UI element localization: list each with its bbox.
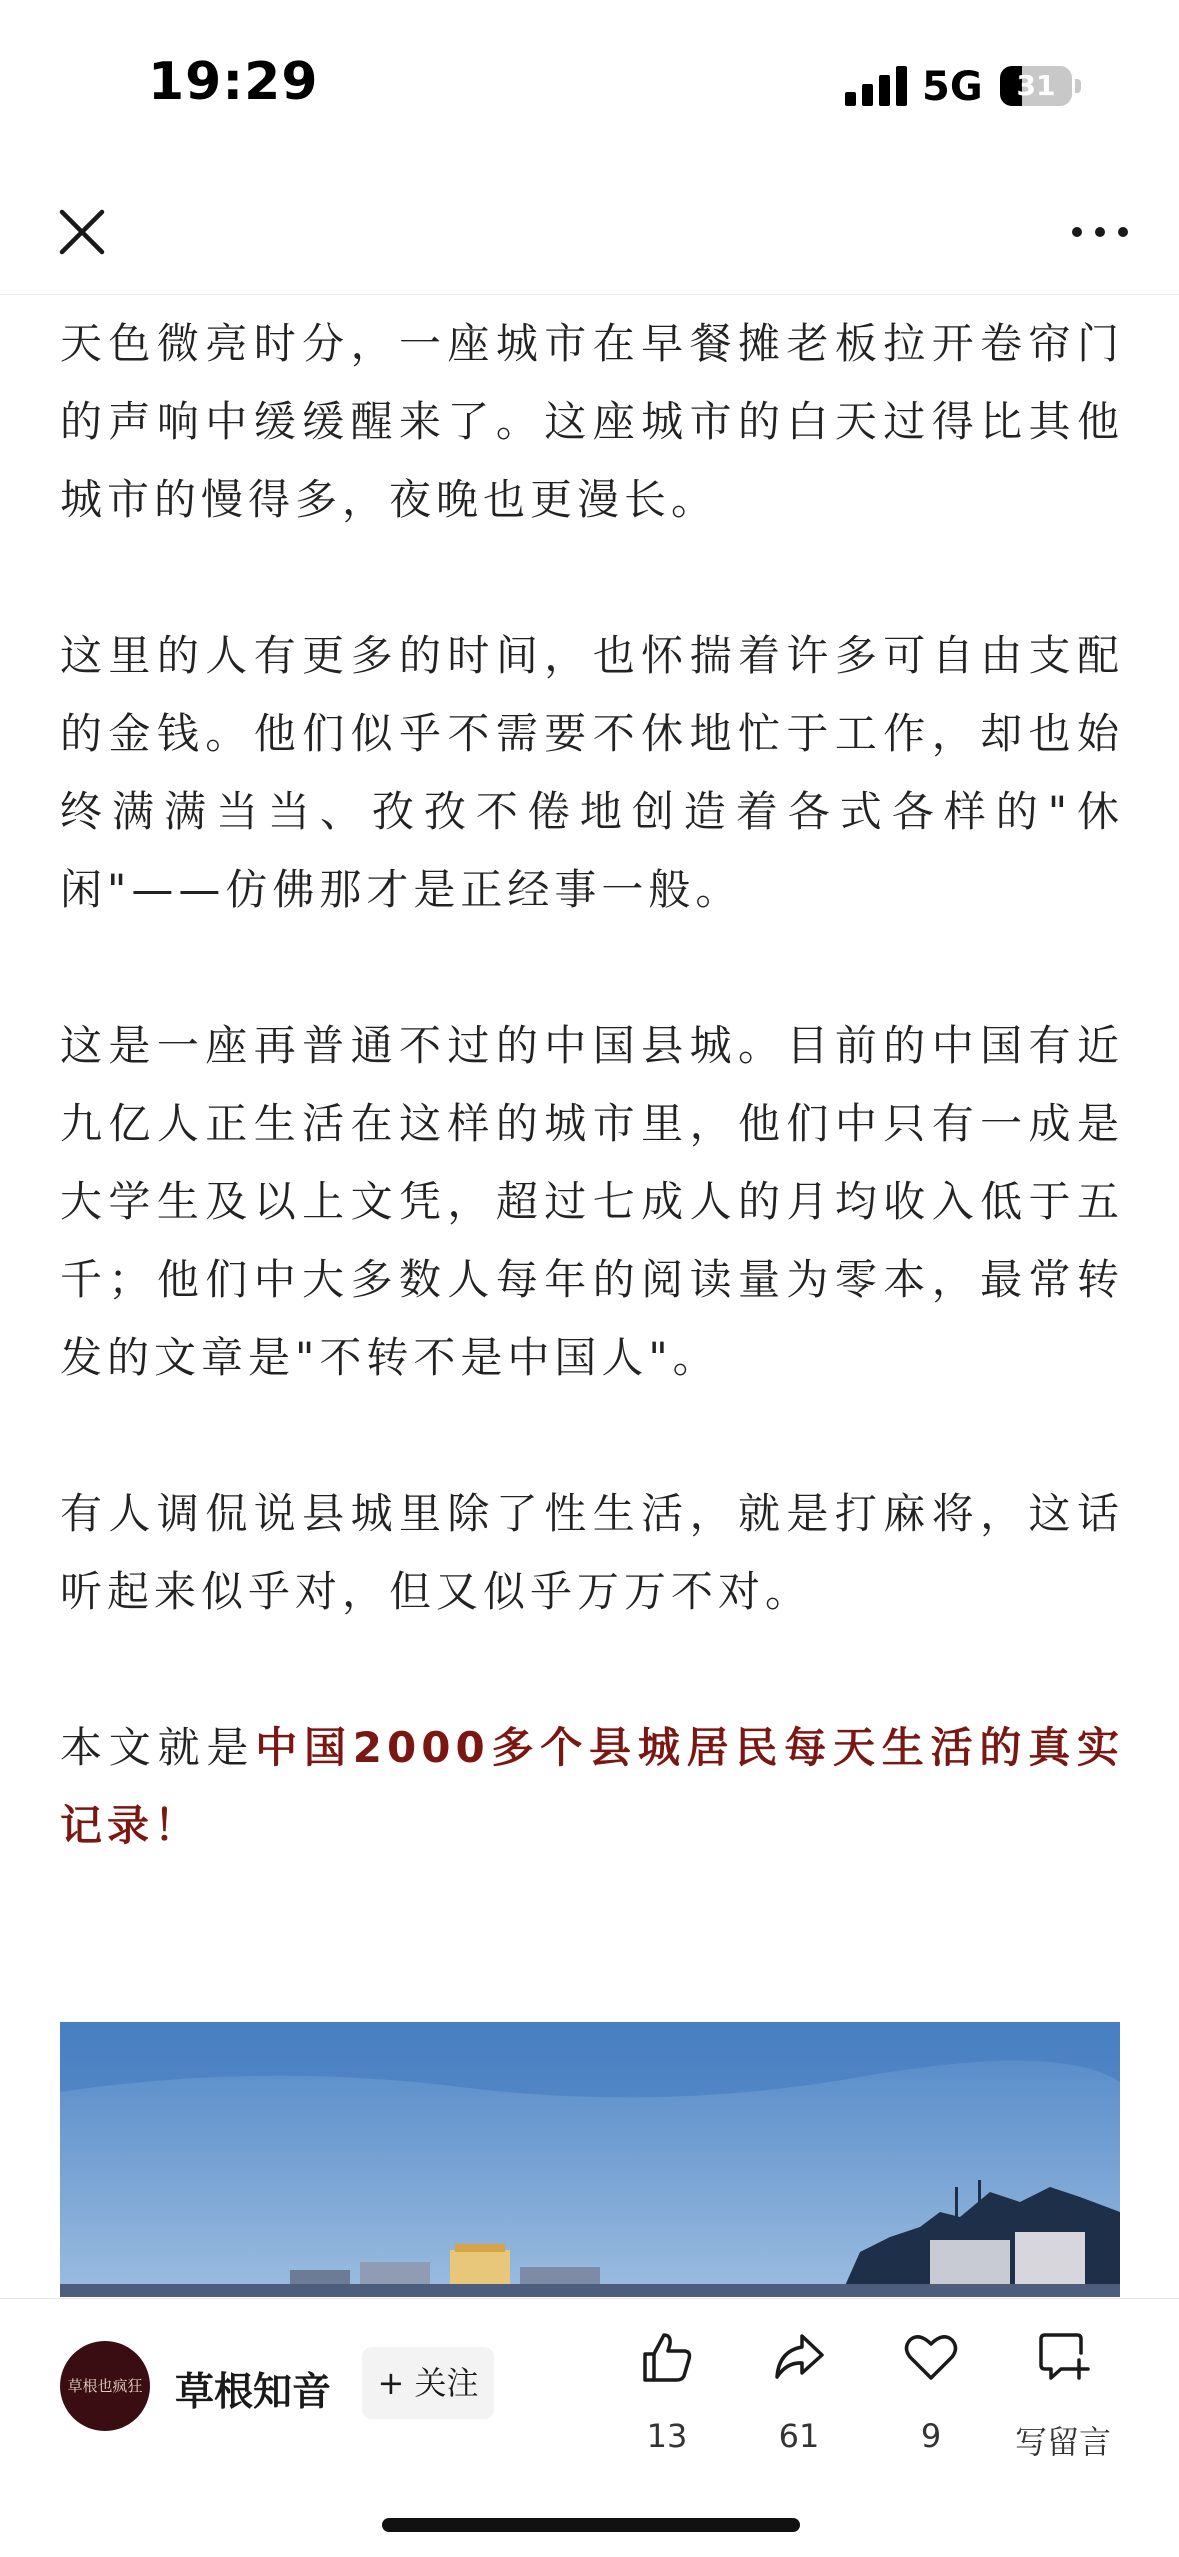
- article-paragraph: 这里的人有更多的时间，也怀揣着许多可自由支配的金钱。他们似乎不需要不休地忙于工作，却也始终满满当当、孜孜不倦地创造着各式各样的"休闲"——仿佛那才是正经事一般。: [60, 631, 1124, 914]
- comment-button[interactable]: [1003, 2327, 1123, 2467]
- article-paragraph: 这是一座再普通不过的中国县城。目前的中国有近九亿人正生活在这样的城市里，他们中只有一成是大学生及以上文凭，超过七成人的月均收入低于五千；他们中大多数人每年的阅读量为零本，最常转发的文章是"不转不是中国人"。: [60, 1021, 1124, 1382]
- nav-bar: [0, 170, 1179, 295]
- city-skyline-photo[interactable]: [60, 2022, 1120, 2297]
- article-paragraph-final: [60, 1709, 1124, 1865]
- favorite-count: 9: [920, 2417, 942, 2455]
- status-bar: [0, 0, 1179, 170]
- close-icon: [48, 198, 116, 266]
- more-button[interactable]: [1060, 198, 1140, 266]
- status-time: 19:29: [148, 52, 319, 112]
- thumbs-up-icon: [637, 2327, 697, 2387]
- share-arrow-icon: [769, 2327, 829, 2387]
- battery-icon: [1000, 66, 1074, 106]
- share-button[interactable]: [739, 2327, 859, 2467]
- close-button[interactable]: [48, 198, 116, 266]
- comment-label: 写留言: [1014, 2423, 1111, 2461]
- article-paragraph: 有人调侃说县城里除了性生活，就是打麻将，这话听起来似乎对，但又似乎万万不对。: [60, 1489, 1124, 1616]
- network-type: 5G: [922, 64, 983, 110]
- battery-percent: 31: [1016, 69, 1056, 102]
- home-indicator[interactable]: [382, 2518, 800, 2532]
- author-avatar[interactable]: [60, 2341, 150, 2431]
- more-icon: [1060, 198, 1140, 266]
- cellular-signal-icon: [845, 66, 907, 106]
- like-button[interactable]: [607, 2327, 727, 2467]
- author-name[interactable]: 草根知音: [175, 2370, 332, 2415]
- heart-icon: [901, 2327, 961, 2387]
- final-highlight-text: 中国2000多个县城居民每天生活的真实记录！: [60, 1723, 1124, 1850]
- avatar-text: 草根也疯狂: [67, 2377, 143, 2395]
- article-body: [60, 305, 1124, 2295]
- article-paragraph: 天色微亮时分，一座城市在早餐摊老板拉开卷帘门的声响中缓缓醒来了。这座城市的白天过得比其他城市的慢得多，夜晚也更漫长。: [60, 319, 1124, 524]
- favorite-button[interactable]: [871, 2327, 991, 2467]
- follow-button[interactable]: + 关注: [362, 2347, 494, 2419]
- city-skyline-image: [60, 2022, 1120, 2297]
- final-plain-text: 本文就是: [60, 1723, 256, 1772]
- comment-add-icon: [1033, 2327, 1093, 2387]
- like-count: 13: [646, 2417, 688, 2455]
- share-count: 61: [778, 2417, 820, 2455]
